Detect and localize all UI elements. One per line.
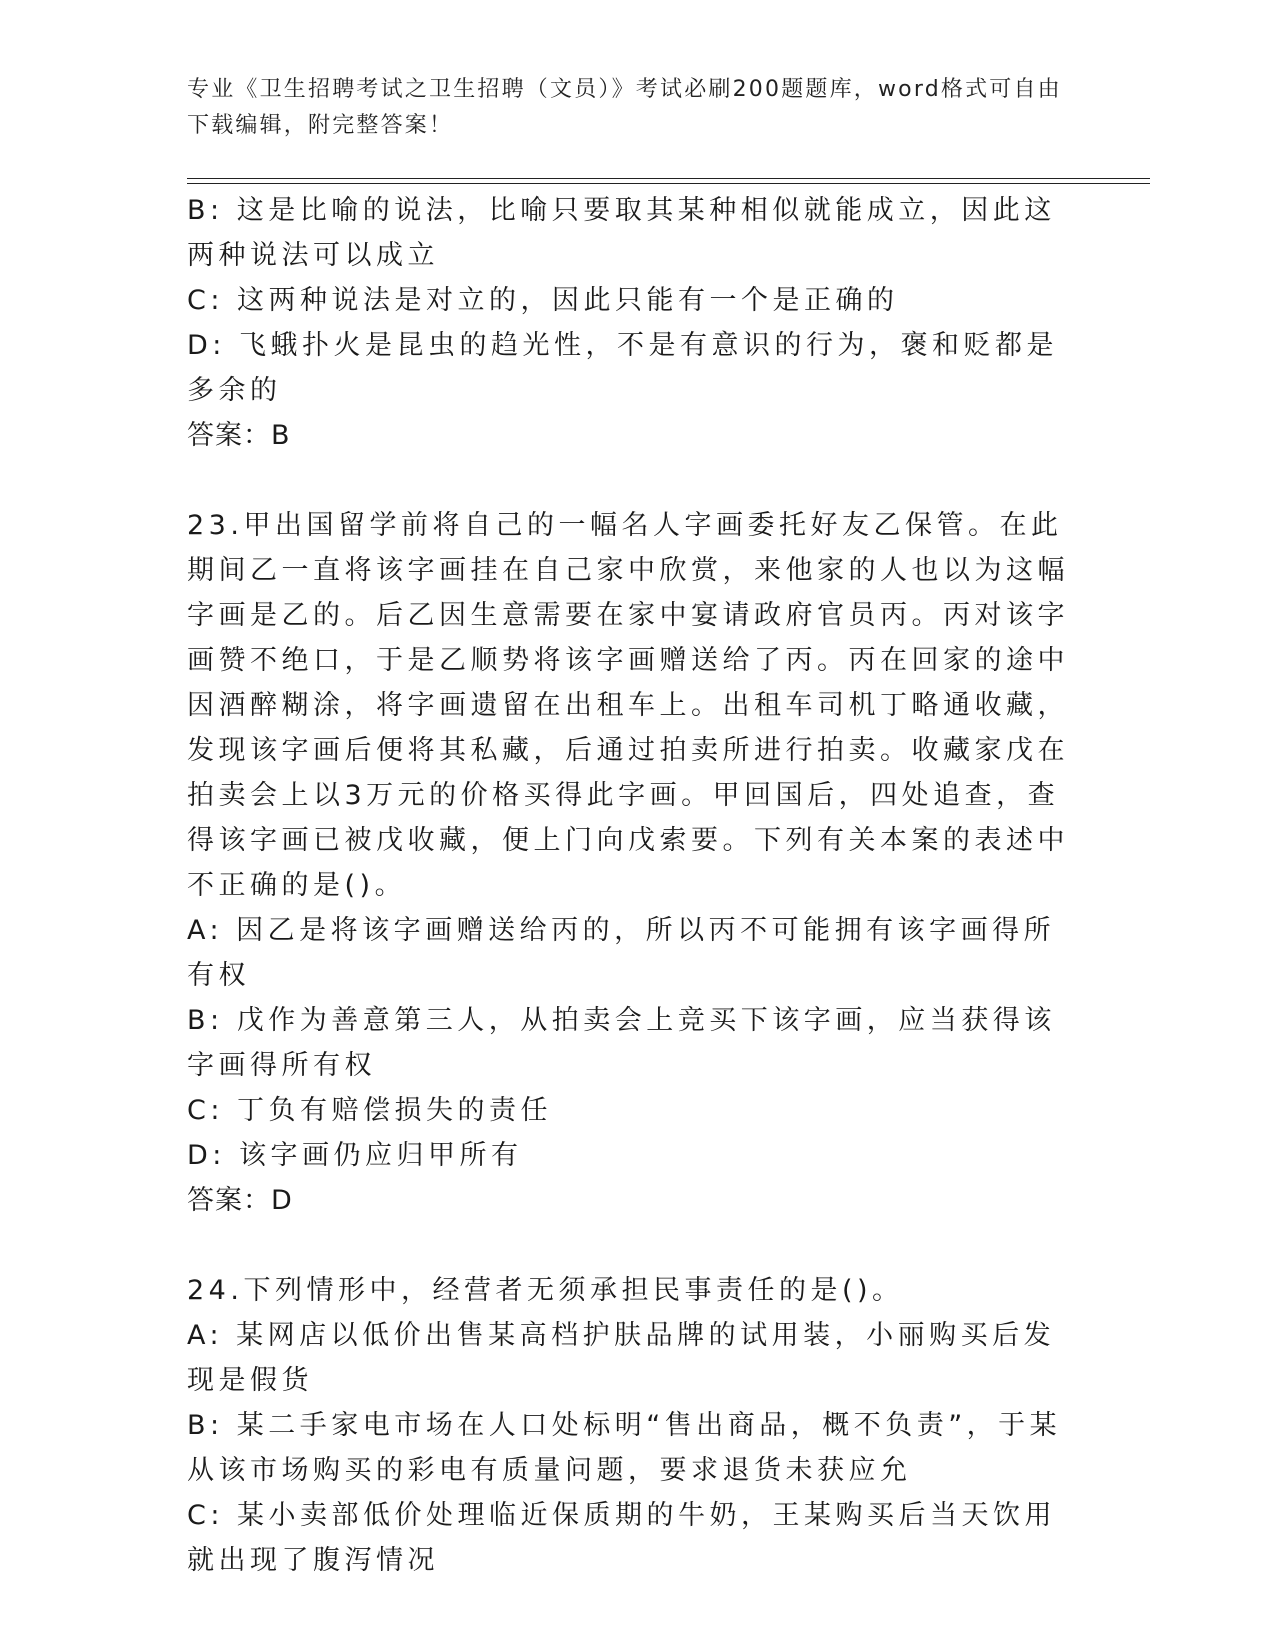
option-c: C: 丁负有赔偿损失的责任 xyxy=(187,1095,553,1126)
option-b: B: 戊作为善意第三人，从拍卖会上竞买下该字画，应当获得该字画得所有权 xyxy=(187,1005,1056,1081)
option-d: D: 该字画仍应归甲所有 xyxy=(187,1140,523,1171)
spacer xyxy=(187,1223,1077,1268)
option-b: B: 这是比喻的说法，比喻只要取其某种相似就能成立，因此这两种说法可以成立 xyxy=(187,195,1056,271)
header-divider xyxy=(187,183,1150,184)
option-b: B: 某二手家电市场在人口处标明“售出商品，概不负责”，于某从该市场购买的彩电有质量问题，要求退货未获应允 xyxy=(187,1410,1062,1486)
question-stem: 23.甲出国留学前将自己的一幅名人字画委托好友乙保管。在此期间乙一直将该字画挂在自己家中欣赏，来他家的人也以为这幅字画是乙的。后乙因生意需要在家中宴请政府官员丙。丙对该字画赞不绝口，于是乙顺势将该字画赠送给了丙。丙在回家的途中因酒醉糊涂，将字画遗留在出租车上。出租车司机丁略通收藏，发现该字画后便将其私藏，后通过拍卖所进行拍卖。收藏家戊在拍卖会上以3万元的价格买得此字画。甲回国后，四处追查，查得该字画已被戊收藏，便上门向戊索要。下列有关本案的表述中不正确的是()。 xyxy=(187,510,1069,901)
option-a: A: 因乙是将该字画赠送给丙的，所以丙不可能拥有该字画得所有权 xyxy=(187,915,1056,991)
spacer xyxy=(187,458,1077,503)
answer: 答案：D xyxy=(187,1185,293,1216)
question-23 xyxy=(187,503,1077,1223)
option-d: D: 飞蛾扑火是昆虫的趋光性，不是有意识的行为，褒和贬都是多余的 xyxy=(187,330,1058,406)
document-body xyxy=(187,188,1077,1583)
document-title: 专业《卫生招聘考试之卫生招聘（文员）》考试必刷200题题库，word格式可自由下载编辑，附完整答案！ xyxy=(187,77,1062,138)
option-c: C: 这两种说法是对立的，因此只能有一个是正确的 xyxy=(187,285,899,316)
option-a: A: 某网店以低价出售某高档护肤品牌的试用装，小丽购买后发现是假货 xyxy=(187,1320,1056,1396)
page-header xyxy=(187,72,1067,144)
question-24 xyxy=(187,1268,1077,1583)
option-c: C: 某小卖部低价处理临近保质期的牛奶，王某购买后当天饮用就出现了腹泻情况 xyxy=(187,1500,1057,1576)
answer: 答案：B xyxy=(187,420,291,451)
question-22-tail xyxy=(187,188,1077,458)
header-divider xyxy=(187,178,1150,179)
question-stem: 24.下列情形中，经营者无须承担民事责任的是()。 xyxy=(187,1275,904,1306)
